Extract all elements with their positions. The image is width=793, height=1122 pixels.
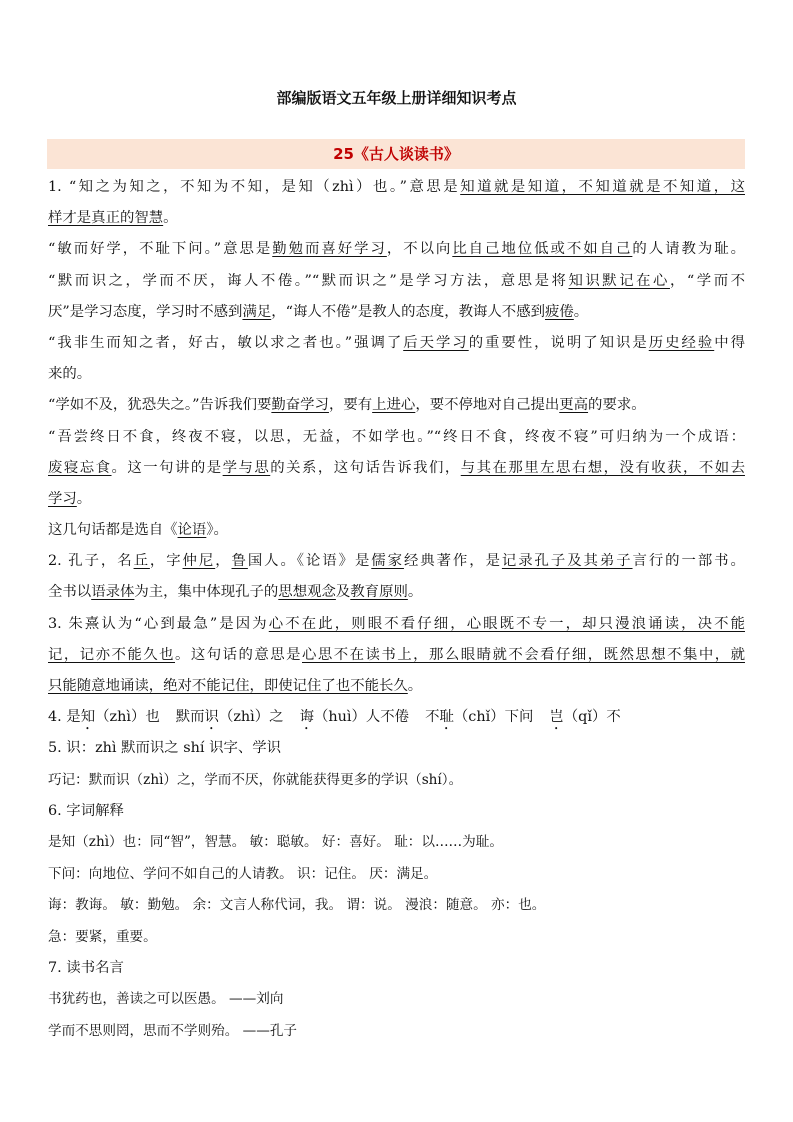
item3-line-3: 只能随意地诵读，绝对不能记住，即使记住了也不能长久。 [48,678,423,694]
underlined-answer: 论语 [177,522,207,539]
item5-line-1: 5. 识：zhì 默而识之 shí 识字、学识 [48,740,282,757]
underlined-answer: 疲倦 [544,303,574,320]
underlined-answer: 记录孔子及其弟子 [501,553,633,570]
item2-line-2: 全书以语录体为主，集中体现孔子的思想观念及教育原则。 [48,584,423,601]
item1-line-1: 1. “知之为知之，不知为不知，是知（zhì）也。”意思是知道就是知道，不知道就是不知道，这 [48,179,745,195]
item7-heading: 7. 读书名言 [48,960,124,977]
underlined-answer: 教育原则 [350,584,408,601]
underlined-answer: 更高 [559,397,589,414]
item7-quote-2: 学而不思则罔，思而不学则殆。 ——孔子 [48,1022,298,1039]
underlined-answer: 满足 [242,303,272,320]
item2-line-1: 2. 孔子，名丘，字仲尼，鲁国人。《论语》是儒家经典著作，是记录孔子及其弟子言行的一部书。 [48,553,745,570]
item3-line-1: 3. 朱熹认为“心到最急”是因为心不在此，则眼不看仔细，心眼既不专一，却只漫浪诵读，决不能 [48,615,745,632]
underlined-answer: 知识默记在心 [568,272,670,289]
item1-line-10: 废寝忘食。这一句讲的是学与思的关系，这句话告诉我们，与其在那里左思右想，没有收获，不如去 [48,459,745,476]
underlined-answer: 后天学习 [403,334,469,351]
item4-pronunciation-line: 4. 是知（zhì）也 默而识（zhì）之 诲（huì）人不倦 不耻（chǐ）下问 岂（qǐ）不 [48,709,621,726]
underlined-answer: 儒家 [371,553,404,570]
underlined-answer: 知道就是知道，不知道就是不知道，这 [460,179,745,195]
underlined-answer: 语录体 [91,584,135,601]
item7-quote-1: 书犹药也，善读之可以医愚。 ——刘向 [48,991,284,1008]
underlined-answer: 勤勉而喜好学习 [272,241,387,258]
underlined-answer: 与其在那里左思右想，没有收获，不如去 [460,459,745,476]
item1-line-5: 厌”是学习态度，学习时不感到满足，“诲人不倦”是教人的态度，教诲人不感到疲倦。 [48,303,589,320]
underlined-answer: 鲁 [231,553,248,570]
item6-row-4: 急：要紧，重要。 [48,928,157,945]
underlined-answer: 心不在此，则眼不看仔细，心眼既不专一，却只漫浪诵读，决不能 [268,615,745,632]
item1-line-11: 学习。 [48,490,92,507]
underlined-answer: 心思不在读书上，那么眼睛就不会看仔细，既然思想不集中，就 [302,646,745,663]
underlined-answer: 废寝忘食 [48,459,112,476]
dotted-character: 诲 [299,709,314,726]
dotted-character: 耻 [439,709,454,726]
item1-line-7: 来的。 [48,366,92,383]
dotted-character: 识 [204,709,219,726]
dotted-character: 知 [80,709,96,726]
document-title: 部编版语文五年级上册详细知识考点 [276,89,517,107]
item1-line-2: 样才是真正的智慧。 [48,210,178,227]
item3-line-2: 记，记亦不能久也。这句话的意思是心思不在读书上，那么眼睛就不会看仔细，既然思想不集中，就 [48,646,745,663]
item1-line-3: “敏而好学，不耻下问。”意思是勤勉而喜好学习，不以向比自己地位低或不如自己的人请教为耻。 [48,241,745,258]
underlined-answer: 勤奋学习 [271,397,329,414]
underlined-answer: 上进心 [372,397,416,414]
underlined-answer: 思想观念 [278,584,336,601]
underlined-answer: 历史经验 [648,334,715,351]
underlined-answer: 学习 [48,490,77,507]
item6-row-2: 下问：向地位、学问不如自己的人请教。 识：记住。 厌：满足。 [48,865,438,882]
item6-row-3: 诲：教诲。 敏：勤勉。 余：文言人称代词，我。 谓：说。 漫浪：随意。 亦：也。 [48,897,546,914]
underlined-answer: 比自己地位低或不如自己 [452,241,633,258]
section-banner: 25《古人谈读书》 [47,139,745,169]
underlined-answer: 学与思 [222,459,271,476]
item1-line-8: “学如不及，犹恐失之。”告诉我们要勤奋学习，要有上进心，要不停地对自己提出更高的要求。 [48,397,646,414]
underlined-answer: 记，记亦不能久也 [48,646,175,663]
item6-heading: 6. 字词解释 [48,803,124,820]
dotted-character: 岂 [549,709,564,726]
item1-line-6: “我非生而知之者，好古，敏以求之者也。”强调了后天学习的重要性，说明了知识是历史经验中得 [48,334,745,351]
document-body [48,172,745,1047]
item1-line-12: 这几句话都是选自《论语》。 [48,522,228,539]
underlined-answer: 只能随意地诵读，绝对不能记住，即使记住了也不能长久 [48,678,408,694]
underlined-answer: 丘 [133,553,150,570]
underlined-answer: 仲尼 [182,553,216,570]
underlined-answer: 样才是真正的智慧 [48,210,164,227]
item5-line-2: 巧记：默而识（zhì）之，学而不厌，你就能获得更多的学识（shí）。 [48,771,463,788]
item1-line-9: “吾尝终日不食，终夜不寝，以思，无益，不如学也。”“终日不食，终夜不寝”可归纳为一个成语： [48,428,745,445]
item6-row-1: 是知（zhì）也：同“智”，智慧。 敏：聪敏。 好：喜好。 耻：以……为耻。 [48,834,503,851]
item1-line-4: “默而识之，学而不厌，诲人不倦。”“默而识之”是学习方法，意思是将知识默记在心，“学而不 [48,272,745,289]
